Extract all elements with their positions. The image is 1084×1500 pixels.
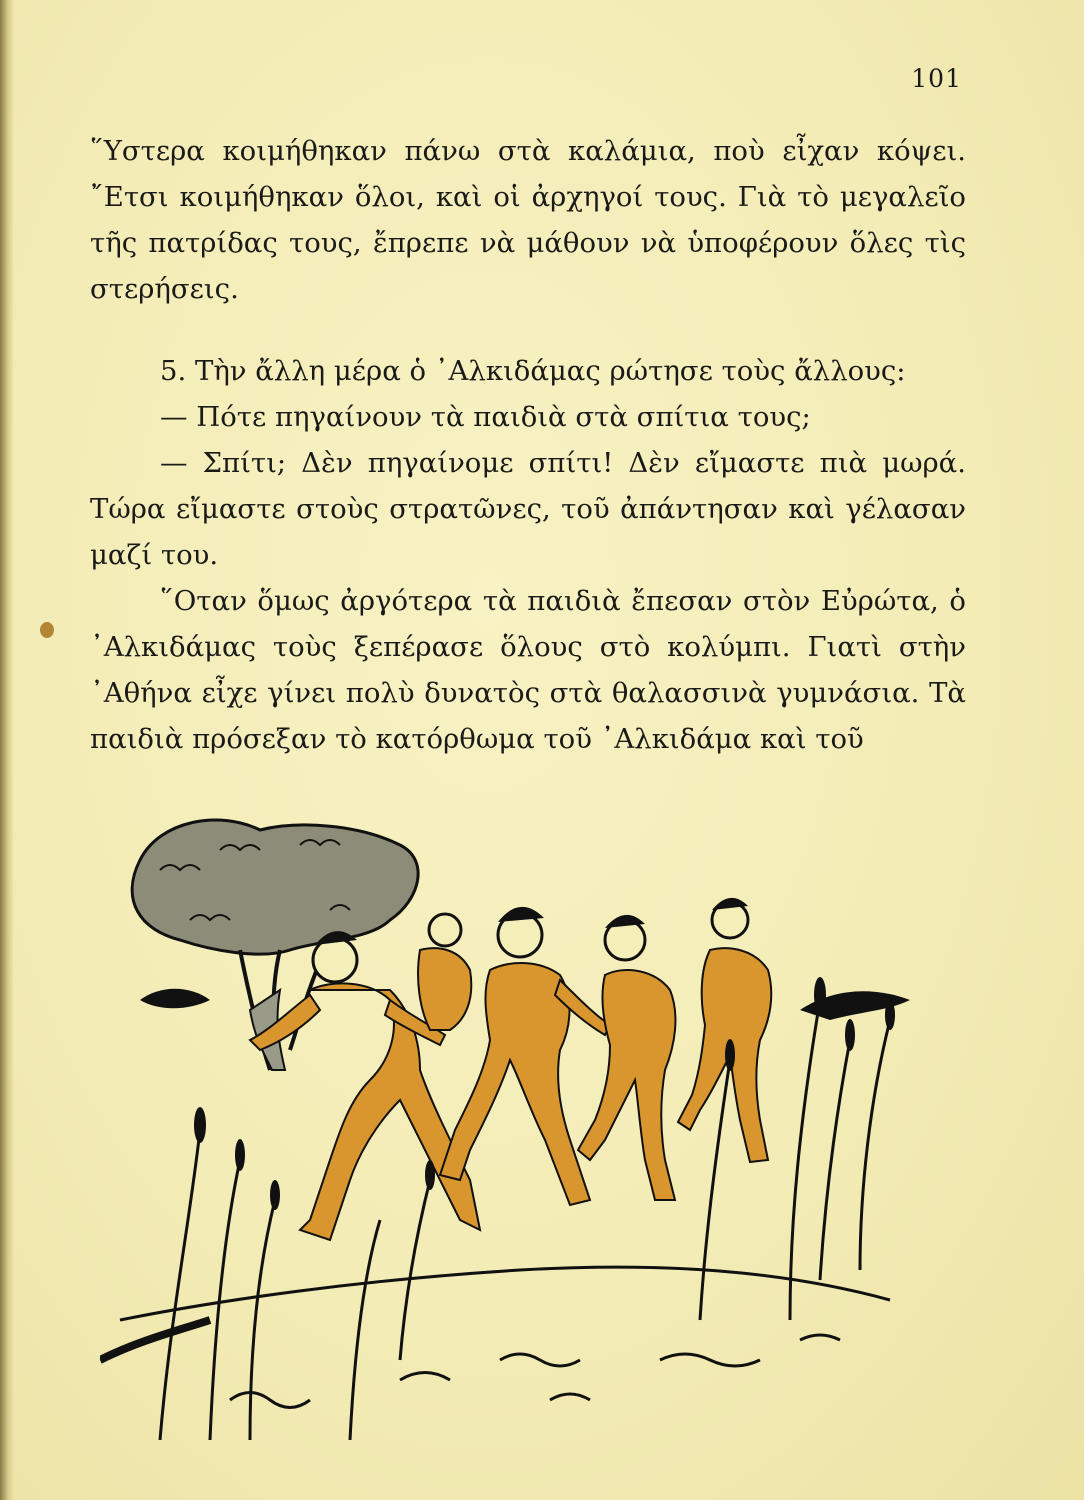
boy-figure-5: [678, 898, 771, 1162]
boy-figure-2: [418, 914, 471, 1030]
paragraph-5: ῞Οταν ὅμως ἀργότερα τὰ παιδιὰ ἔπεσαν στὸν Εὐρώτα, ὁ ᾿Αλκιδάμας τοὺς ξεπέρασε ὅλους στὸ κολύμπι. Γιατὶ στὴν ᾿Αθήνα εἶχε γίνει πολὺ δυνατὸς στὰ θαλασσινὰ γυμνάσια. Τὰ παιδιὰ πρόσεξαν τὸ κατόρθωμα τοῦ ᾿Αλκιδάμα καὶ τοῦ: [90, 585, 966, 755]
paragraph-4: — Σπίτι; Δὲν πηγαίνομε σπίτι! Δὲν εἴμαστε πιὰ μωρά. Τώρα εἴμαστε στοὺς στρατῶνες, τοῦ ἀπάντησαν καὶ γέλασαν μαζί του.: [90, 447, 966, 571]
ink-stain: [40, 622, 54, 638]
illustration-boys-running: [100, 800, 940, 1440]
paragraph-3: — Πότε πηγαίνουν τὰ παιδιὰ στὰ σπίτια τους;: [160, 401, 811, 433]
page-edge-shadow: [0, 0, 14, 1500]
page-number: 101: [911, 64, 962, 93]
body-text: [90, 128, 966, 762]
river: [100, 1267, 890, 1407]
boy-figure-4: [578, 915, 675, 1200]
paragraph-1: ῞Υστερα κοιμήθηκαν πάνω στὰ καλάμια, ποὺ εἶχαν κόψει. ῎Ετσι κοιμήθηκαν ὅλοι, καὶ οἱ ἀρχηγοί τους. Γιὰ τὸ μεγαλεῖο τῆς πατρίδας τους, ἔπρεπε νὰ μάθουν νὰ ὑποφέρουν ὅλες τὶς στερήσεις.: [90, 135, 966, 305]
paragraph-gap: [90, 312, 966, 348]
boy-figure-3: [440, 907, 610, 1205]
paragraph-2: 5. Τὴν ἄλλη μέρα ὁ ᾿Αλκιδάμας ρώτησε τοὺς ἄλλους:: [160, 355, 906, 387]
